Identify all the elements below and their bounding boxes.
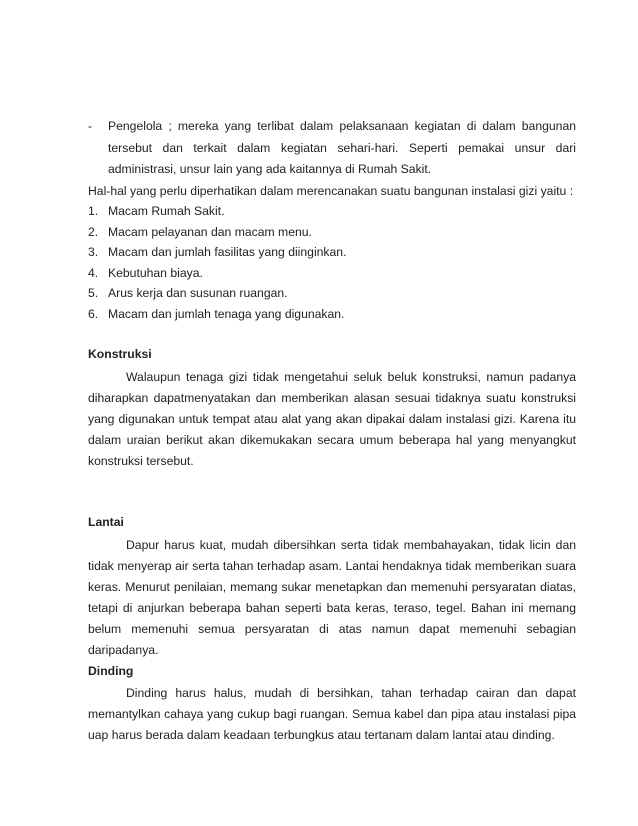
bullet-dash: - [88,119,93,133]
document-body [88,116,576,746]
intro-bullet-item [88,116,576,181]
numbered-list [88,201,576,324]
list-item [88,242,576,263]
list-item [88,304,576,325]
section-heading-konstruksi: Konstruksi [88,347,152,361]
section-body-lantai: Dapur harus kuat, mudah dibersihkan serta tidak membahayakan, tidak licin dan tidak menyerap air serta tahan terhadap asam. Lantai hendaknya tidak memberikan suara keras. Menurut penilaian, memang sukar menetapkan dan memenuhi persyaratan diatas, tetapi di anjurkan beberapa bahan seperti bata keras, teraso, tegel. Bahan ini memang belum memenuhi semua persyaratan di atas namun dapat memenuhi sebagian daripadanya. [88,538,576,657]
list-text: Macam dan jumlah fasilitas yang diinginkan. [108,245,347,259]
section-body-konstruksi: Walaupun tenaga gizi tidak mengetahui seluk beluk konstruksi, namun padanya diharapkan dapatmenyatakan dan memberikan alasan sesuai tidaknya suatu konstruksi yang digunakan untuk tempat atau alat yang akan dipakai dalam instalasi gizi. Karena itu dalam uraian berikut akan dikemukakan secara umum beberapa hal yang menyangkut konstruksi tersebut. [88,369,576,468]
list-item [88,222,576,243]
list-number: 2. [88,224,99,239]
list-item [88,263,576,284]
list-item [88,201,576,222]
section-heading-dinding: Dinding [88,664,134,678]
list-text: Macam dan jumlah tenaga yang digunakan. [108,306,345,321]
list-number: 6. [88,306,99,321]
list-number: 1. [88,204,99,218]
list-text: Macam pelayanan dan macam menu. [108,224,312,239]
list-number: 4. [88,265,99,280]
section-heading-lantai: Lantai [88,514,124,529]
list-number: 3. [88,245,99,259]
list-text: Arus kerja dan susunan ruangan. [108,286,288,300]
intro-bullet-text: Pengelola ; mereka yang terlibat dalam pelaksanaan kegiatan di dalam bangunan tersebut dan terkait dalam kegiatan sehari-hari. Seperti pemakai unsur dari administrasi, unsur lain yang ada kaitannya di Rumah Sakit. [108,119,576,176]
list-text: Kebutuhan biaya. [108,265,203,280]
list-number: 5. [88,286,99,300]
list-text: Macam Rumah Sakit. [108,204,225,218]
section-body-dinding: Dinding harus halus, mudah di bersihkan, tahan terhadap cairan dan dapat memantylkan cahaya yang cukup bagi ruangan. Semua kabel dan pipa atau instalasi pipa uap harus berada dalam keadaan terbungkus atau tertanam dalam lantai atau dinding. [88,685,576,742]
list-item [88,283,576,304]
list-lead-text: Hal-hal yang perlu diperhatikan dalam merencanakan suatu bangunan instalasi gizi yaitu : [88,183,574,198]
